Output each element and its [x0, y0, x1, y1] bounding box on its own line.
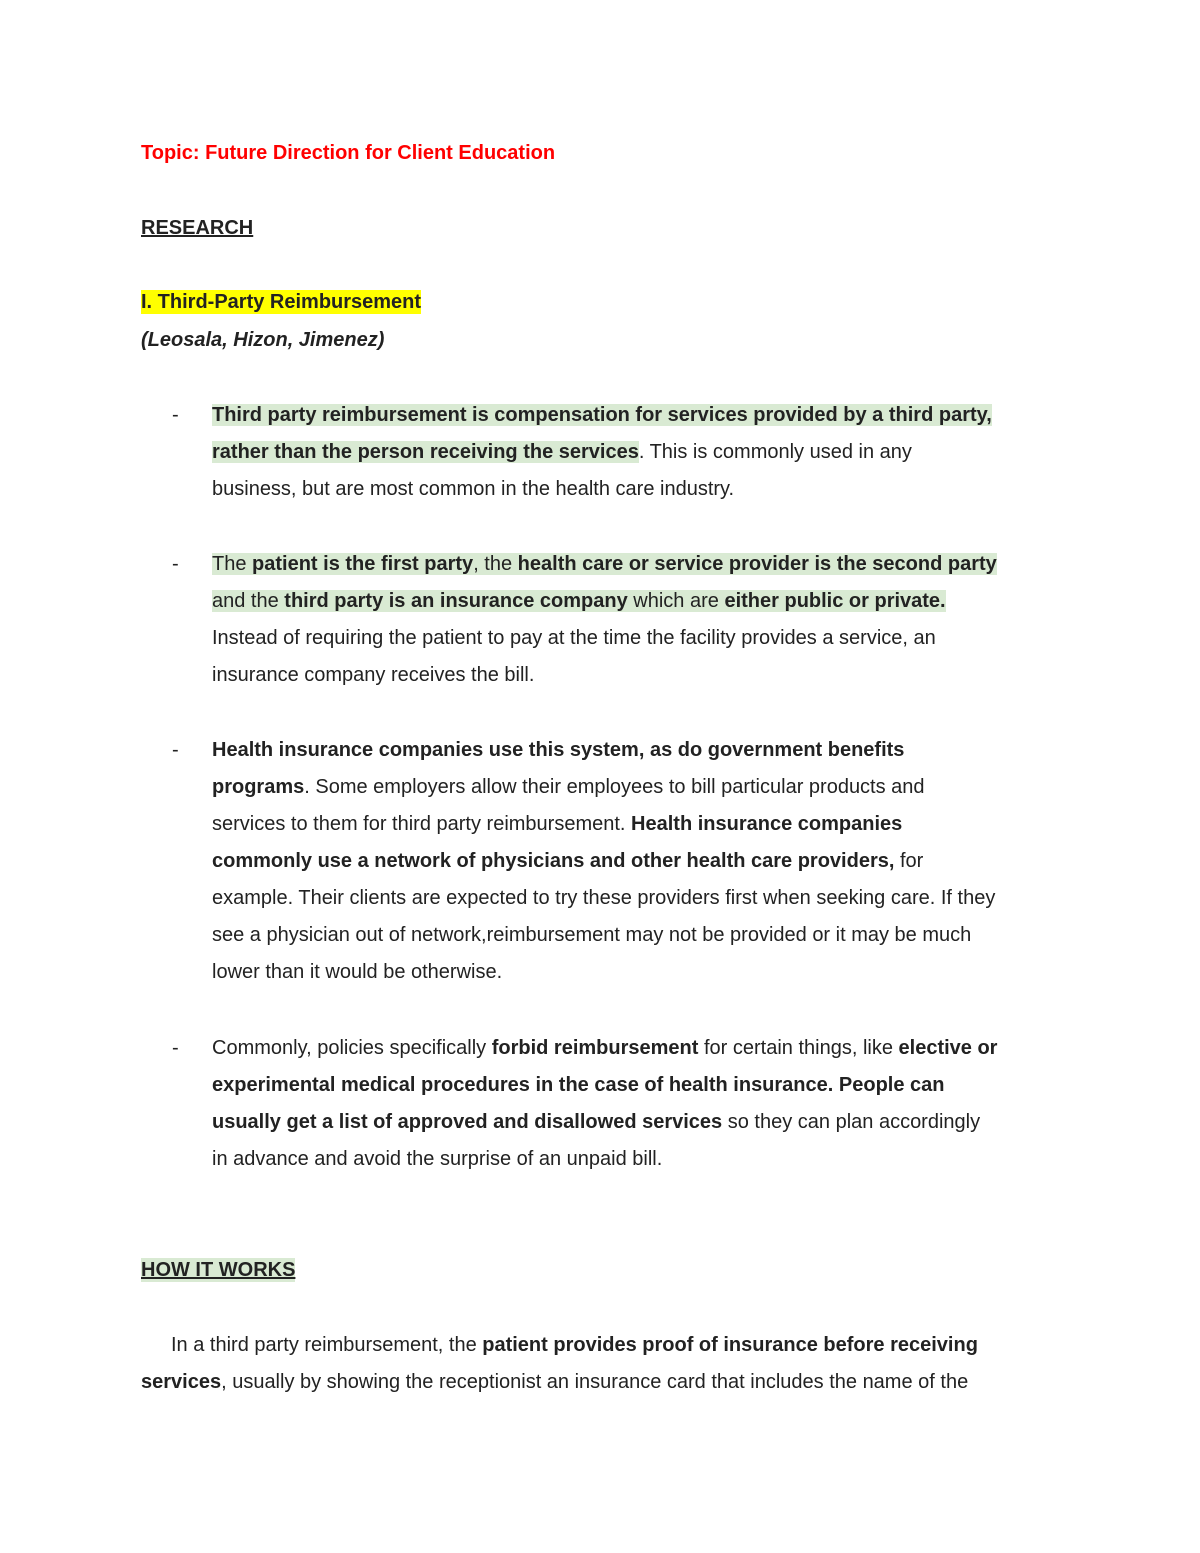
text-line [212, 1036, 1082, 1073]
text-run: , usually by showing the receptionist an insurance card that includes the name of the [221, 1371, 969, 1393]
text-run: for certain things, like [698, 1037, 899, 1059]
text-line [212, 1110, 1082, 1147]
text-run: for [894, 850, 924, 872]
text-run: rather than the person receiving the services [212, 441, 639, 463]
bullet-dash: - [172, 1037, 179, 1059]
text-line [212, 663, 1082, 700]
text-run: patient provides proof of insurance before receiving [482, 1334, 978, 1356]
text-line [212, 403, 1082, 440]
text-run: services [141, 1371, 222, 1393]
text-run: programs [212, 776, 305, 798]
text-line [212, 812, 1082, 849]
text-line [212, 849, 1082, 886]
text-line [212, 886, 1082, 923]
text-run: Instead of requiring the patient to pay at the time the facility provides a service, an [212, 627, 936, 649]
text-run: The [212, 553, 253, 575]
text-run: patient is the first party [252, 553, 474, 575]
research-heading: RESEARCH [141, 217, 254, 239]
text-run: elective or [898, 1037, 998, 1059]
text-line [212, 440, 1082, 477]
text-run: experimental medical procedures in the case of health insurance. People can [212, 1074, 945, 1096]
bullet-dash: - [172, 553, 179, 575]
how-it-works-heading: HOW IT WORKS [141, 1259, 296, 1281]
text-run: , the [473, 553, 518, 575]
text-run: in advance and avoid the surprise of an unpaid bill. [212, 1148, 663, 1170]
text-run: and the [212, 590, 285, 612]
text-run: example. Their clients are expected to try these providers first when seeking care. If they [212, 887, 996, 909]
text-line [212, 923, 1082, 960]
text-run: see a physician out of network,reimbursement may not be provided or it may be much [212, 924, 972, 946]
bullet-dash: - [172, 404, 179, 426]
text-run: lower than it would be otherwise. [212, 961, 503, 983]
text-run: insurance company receives the bill. [212, 664, 535, 686]
text-run: health care or service provider is the second party [517, 553, 997, 575]
text-line [212, 552, 1082, 589]
text-line [212, 1147, 1082, 1184]
text-run: . Some employers allow their employees to bill particular products and [304, 776, 925, 798]
how-it-works-paragraph [141, 1333, 1061, 1407]
text-line [212, 477, 1082, 514]
text-run: business, but are most common in the health care industry. [212, 478, 735, 500]
text-run: forbid reimbursement [491, 1037, 699, 1059]
text-run: In a third party reimbursement, the [171, 1334, 483, 1356]
text-run: Health insurance companies use this system, as do government benefits [212, 739, 905, 761]
bullet-item [212, 1036, 1082, 1184]
text-run: Third party reimbursement is compensation for services provided by a third party, [212, 404, 992, 426]
authors-line: (Leosala, Hizon, Jimenez) [141, 329, 385, 351]
topic-heading: Topic: Future Direction for Client Education [141, 142, 556, 164]
bullet-item [212, 403, 1082, 514]
text-line [212, 738, 1082, 775]
text-run: either public or private. [724, 590, 946, 612]
text-line [212, 775, 1082, 812]
text-line [141, 1370, 1061, 1407]
text-run: Health insurance companies [631, 813, 903, 835]
section-title: I. Third-Party Reimbursement [141, 291, 422, 313]
text-run: third party is an insurance company [284, 590, 628, 612]
text-run: commonly use a network of physicians and other health care providers, [212, 850, 895, 872]
text-line [141, 1333, 1061, 1370]
bullet-item [212, 738, 1082, 997]
bullet-item [212, 552, 1082, 700]
bullet-dash: - [172, 739, 179, 761]
text-run: usually get a list of approved and disallowed services [212, 1111, 723, 1133]
text-line [212, 626, 1082, 663]
text-run: which are [627, 590, 725, 612]
text-run: Commonly, policies specifically [212, 1037, 492, 1059]
text-run: . This is commonly used in any [638, 441, 912, 463]
text-line [212, 960, 1082, 997]
text-run: so they can plan accordingly [722, 1111, 981, 1133]
text-line [212, 589, 1082, 626]
text-run: services to them for third party reimbursement. [212, 813, 632, 835]
text-line [212, 1073, 1082, 1110]
